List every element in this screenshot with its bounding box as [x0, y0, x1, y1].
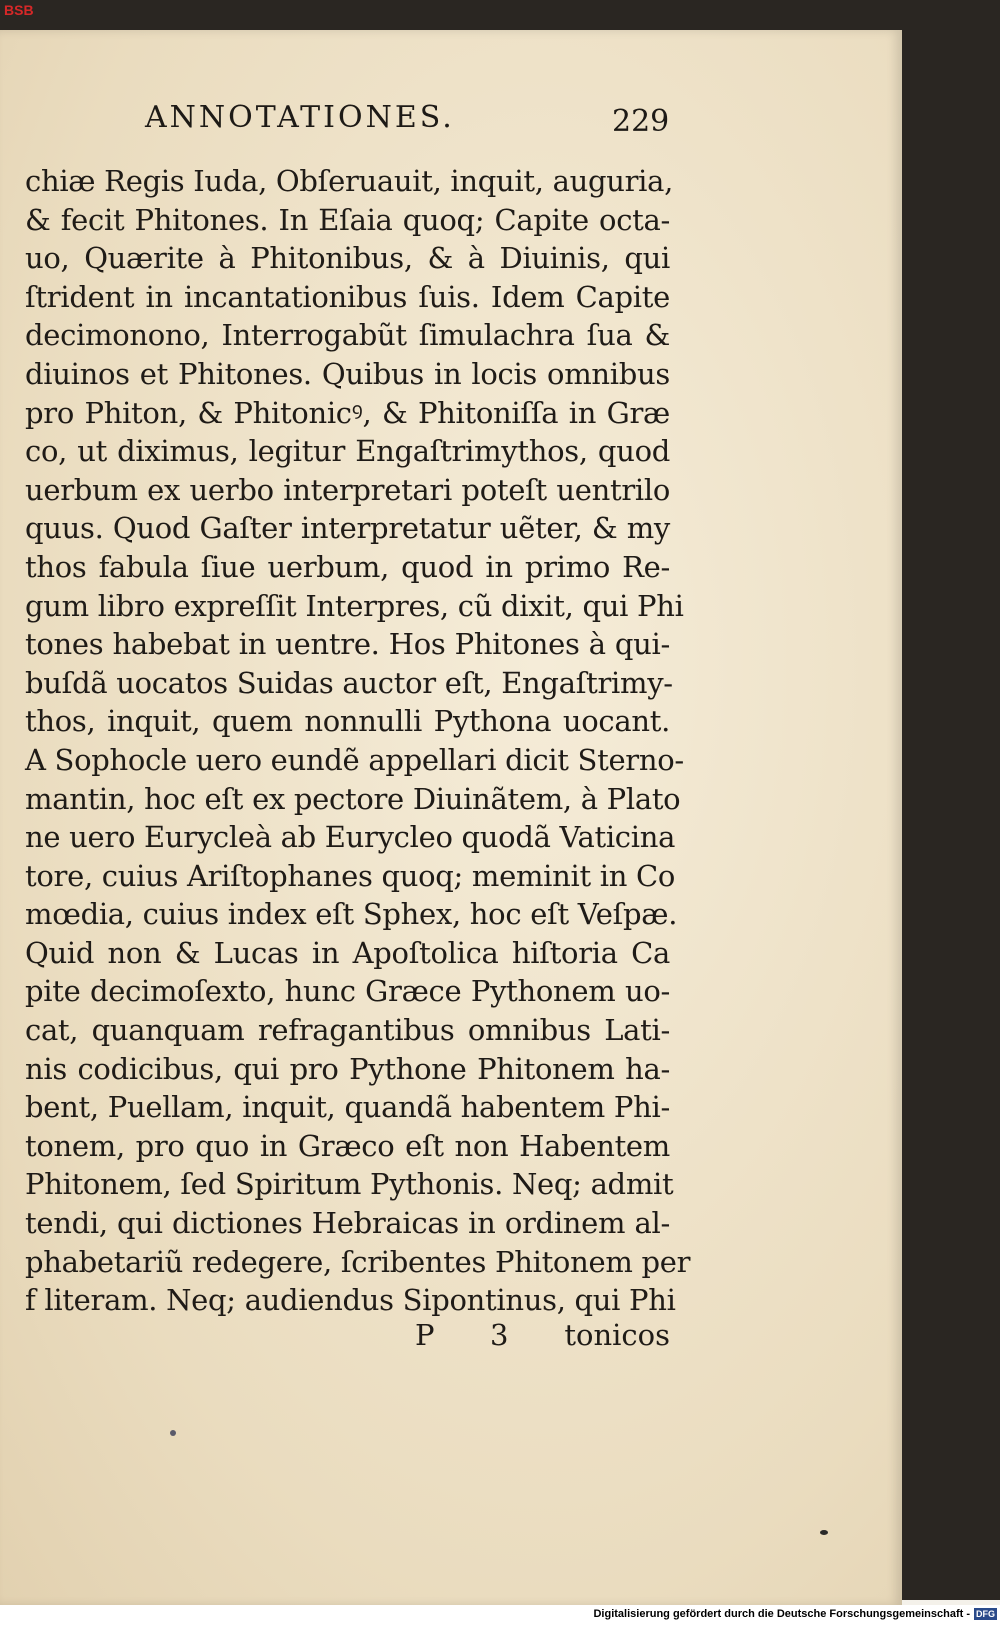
- text-line: phabetariũ redegere, ſcribentes Phitonem per: [25, 1244, 691, 1279]
- text-line: mœdia, cuius index eſt Sphex, hoc eſt Veſpæ.: [25, 897, 678, 932]
- footer-credit: Digitalisierung gefördert durch die Deutsche Forschungsgemeinschaft -: [593, 1608, 970, 1620]
- text-line: thos fabula ſiue uerbum, quod in primo Re-: [25, 549, 670, 584]
- signature-line: [25, 1318, 670, 1356]
- signature-number: 3: [490, 1318, 509, 1352]
- text-block: [25, 162, 691, 1320]
- text-line: & fecit Phitones. In Eſaia quoq; Capite octa-: [25, 202, 670, 237]
- text-line: thos, inquit, quem nonnulli Pythona uocant.: [25, 704, 670, 739]
- text-line: ne uero Eurycleà ab Eurycleo quodã Vaticina: [25, 820, 676, 855]
- dfg-logo: DFG: [976, 1609, 995, 1619]
- paper-speck: [820, 1530, 828, 1535]
- text-line: nis codicibus, qui pro Pythone Phitonem ha-: [25, 1051, 670, 1086]
- text-line: decimonono, Interrogabũt ſimulachra ſua &: [25, 318, 670, 353]
- paper-speck: [170, 1430, 176, 1436]
- text-line: uo, Quærite à Phitonibus, & à Diuinis, qui: [25, 241, 670, 276]
- signature-mark: P: [415, 1318, 435, 1352]
- library-mark: BSB: [4, 2, 34, 18]
- text-line: uerbum ex uerbo interpretari poteſt uentrilo: [25, 472, 670, 507]
- text-line: gum libro expreſſit Interpres, cũ dixit, qui Phi: [25, 588, 684, 623]
- text-line: tonem, pro quo in Græco eſt non Habentem: [25, 1128, 670, 1163]
- text-line: bent, Puellam, inquit, quandã habentem Phi-: [25, 1090, 670, 1125]
- text-line: tones habebat in uentre. Hos Phitones à qui-: [25, 627, 670, 662]
- text-line: Quid non & Lucas in Apoſtolica hiſtoria Ca: [25, 935, 670, 970]
- text-line: tore, cuius Ariſtophanes quoq; meminit in Co: [25, 858, 676, 893]
- page-number: 229: [612, 104, 670, 139]
- digitization-footer: [0, 1605, 1000, 1626]
- text-line: diuinos et Phitones. Quibus in locis omnibus: [25, 356, 670, 391]
- text-line: f literam. Neq; audiendus Sipontinus, qui Phi: [25, 1283, 676, 1318]
- text-line: quus. Quod Gaſter interpretatur uẽter, & my: [25, 511, 670, 546]
- text-line: chiæ Regis Iuda, Obſeruauit, inquit, auguria,: [25, 164, 674, 198]
- text-line: co, ut diximus, legitur Engaſtrimythos, quod: [25, 434, 670, 469]
- text-line: A Sophocle uero eundẽ appellari dicit Sterno-: [25, 742, 684, 777]
- running-head: ANNOTATIONES.: [145, 100, 455, 135]
- text-line: buſdã uocatos Suidas auctor eſt, Engaſtrimy-: [25, 665, 673, 700]
- catchword: tonicos: [564, 1318, 670, 1352]
- text-line: cat, quanquam refragantibus omnibus Lati-: [25, 1013, 670, 1048]
- text-line: ſtrident in incantationibus ſuis. Idem Capite: [25, 279, 670, 314]
- text-line: Phitonem, ſed Spiritum Pythonis. Neq; admit: [25, 1167, 674, 1202]
- text-line: pite decimoſexto, hunc Græce Pythonem uo-: [25, 974, 670, 1009]
- text-line: tendi, qui dictiones Hebraicas in ordinem al-: [25, 1206, 670, 1241]
- text-line: mantin, hoc eſt ex pectore Diuinãtem, à Plato: [25, 781, 681, 816]
- text-line: pro Phiton, & Phitonicꝰ, & Phitoniſſa in Græ: [25, 395, 670, 430]
